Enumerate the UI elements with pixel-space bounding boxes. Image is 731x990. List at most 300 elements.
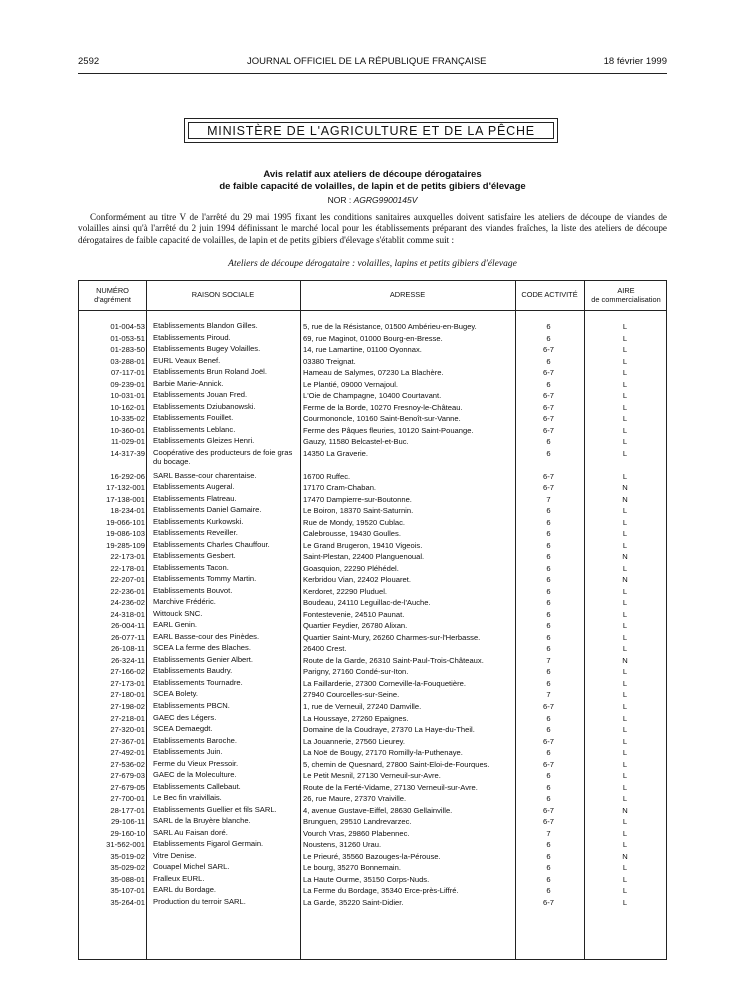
table-row: [78, 448, 667, 471]
numero-cell: 27-198-02: [110, 701, 145, 711]
code-activite-cell: 6: [546, 563, 551, 573]
adresse-cell: 14, rue Lamartine, 01100 Oyonnax.: [303, 345, 422, 355]
numero-cell: 10-162-01: [110, 402, 145, 412]
code-activite-cell: 6: [546, 540, 551, 550]
adresse-cell: Rue de Mondy, 19520 Cublac.: [303, 517, 406, 527]
adresse-cell: Fontestevenie, 24510 Paunat.: [303, 609, 405, 619]
raison-sociale-cell: Etablissements Daniel Gamaire.: [153, 505, 262, 515]
table-row: [78, 770, 667, 782]
adresse-cell: Brunguen, 29510 Landrevarzec.: [303, 817, 412, 827]
aire-cell: L: [622, 748, 628, 758]
numero-cell: 35-088-01: [110, 874, 145, 884]
notice-title-line2: de faible capacité de volailles, de lapin et de petits gibiers d'élevage: [219, 181, 526, 192]
numero-cell: 19-066-101: [106, 517, 145, 527]
adresse-cell: Gauzy, 11580 Belcastel-et-Buc.: [303, 437, 409, 447]
numero-cell: 27-700-01: [110, 794, 145, 804]
code-activite-cell: 6-7: [543, 414, 554, 424]
aire-cell: L: [622, 345, 628, 355]
code-activite-cell: 6: [546, 840, 551, 850]
code-activite-cell: 6: [546, 609, 551, 619]
table-row: [78, 666, 667, 678]
aire-cell: N: [622, 851, 628, 861]
table-row: [78, 805, 667, 817]
table-row: [78, 597, 667, 609]
code-activite-cell: 7: [546, 828, 551, 838]
code-activite-cell: 6-7: [543, 897, 554, 907]
code-activite-cell: 6: [546, 529, 551, 539]
adresse-cell: Saint-Plestan, 22400 Planguenoual.: [303, 552, 425, 562]
header-divider: [79, 310, 666, 311]
code-activite-cell: 6-7: [543, 805, 554, 815]
numero-cell: 26-108-11: [110, 644, 145, 654]
table-row: [78, 828, 667, 840]
numero-cell: 09-239-01: [110, 379, 145, 389]
table-caption: Ateliers de découpe dérogataire : volailles, lapins et petits gibiers d'élevage: [228, 259, 517, 269]
aire-cell: L: [622, 322, 628, 331]
raison-sociale-cell: SARL Au Faisan doré.: [153, 827, 228, 837]
adresse-cell: 5, chemin de Quesnard, 27800 Saint-Eloi-de-Fourques.: [303, 759, 490, 769]
numero-cell: 22-178-01: [110, 563, 145, 573]
aire-cell: L: [622, 886, 628, 896]
numero-cell: 27-492-01: [110, 748, 145, 758]
aire-cell: L: [622, 874, 628, 884]
raison-sociale-cell: Etablissements Reveiller.: [153, 528, 238, 538]
code-activite-cell: 7: [546, 690, 551, 700]
numero-cell: 26-004-11: [110, 621, 145, 631]
code-activite-cell: 6: [546, 667, 551, 677]
raison-sociale-cell: Le Bec fin vraivillais.: [153, 793, 222, 803]
aire-cell: L: [622, 667, 628, 677]
table-body: [78, 321, 667, 908]
aire-cell: L: [622, 356, 628, 366]
adresse-cell: Kerdoret, 22290 Pluduel.: [303, 586, 388, 596]
raison-sociale-cell: EURL Veaux Benef.: [153, 355, 221, 365]
adresse-cell: 1, rue de Verneuil, 27240 Damville.: [303, 701, 422, 711]
table-row: [78, 713, 667, 725]
adresse-cell: 17470 Dampierre-sur-Boutonne.: [303, 494, 412, 504]
code-activite-cell: 7: [546, 494, 551, 504]
table-row: [78, 724, 667, 736]
numero-cell: 35-019-02: [110, 851, 145, 861]
numero-cell: 19-285-109: [106, 540, 145, 550]
header-rule: [78, 73, 667, 74]
aire-cell: L: [622, 690, 628, 700]
nor-label: NOR :: [327, 195, 352, 205]
code-activite-cell: 6: [546, 356, 551, 366]
table-row: [78, 551, 667, 563]
numero-cell: 29-160-10: [110, 828, 145, 838]
header-adresse: ADRESSE: [389, 290, 426, 300]
table-row: [78, 897, 667, 909]
raison-sociale-cell: EARL Genin.: [153, 620, 198, 630]
table-row: [78, 574, 667, 586]
numero-cell: 18-234-01: [110, 506, 145, 516]
code-activite-cell: 6: [546, 506, 551, 516]
raison-sociale-cell: Etablissements Charles Chauffour.: [153, 539, 270, 549]
aire-cell: N: [622, 552, 628, 562]
table-row: [78, 344, 667, 356]
aire-cell: L: [622, 563, 628, 573]
raison-sociale-cell: Etablissements Augeral.: [153, 482, 235, 492]
code-activite-cell: 6: [546, 863, 551, 873]
numero-cell: 27-679-05: [110, 782, 145, 792]
code-activite-cell: 6: [546, 437, 551, 447]
aire-cell: L: [622, 414, 628, 424]
raison-sociale-cell: EARL Basse-cour des Pinèdes.: [153, 631, 260, 641]
ministry-title: MINISTÈRE DE L'AGRICULTURE ET DE LA PÊCHE: [188, 122, 554, 139]
raison-sociale-cell: Etablissements PBCN.: [153, 700, 230, 710]
code-activite-cell: 6-7: [543, 736, 554, 746]
adresse-cell: La Faillarderie, 27300 Corneville-la-Fouquetière.: [303, 678, 466, 688]
raison-sociale-cell: Etablissements Genier Albert.: [153, 654, 254, 664]
adresse-cell: La Haute Ourme, 35150 Corps-Nuds.: [303, 874, 430, 884]
aire-cell: L: [622, 736, 628, 746]
aire-cell: N: [622, 483, 628, 493]
adresse-cell: Quartier Saint-Mury, 26260 Charmes-sur-l'Herbasse.: [303, 632, 481, 642]
table-row: [78, 782, 667, 794]
aire-cell: L: [622, 586, 628, 596]
table-row: [78, 413, 667, 425]
numero-cell: 24-318-01: [110, 609, 145, 619]
table-row: [78, 505, 667, 517]
aire-cell: L: [622, 794, 628, 804]
aire-cell: L: [622, 529, 628, 539]
adresse-cell: La Jouannerie, 27560 Lieurey.: [303, 736, 406, 746]
adresse-cell: 5, rue de la Résistance, 01500 Ambérieu-en-Bugey.: [303, 322, 477, 331]
header-code-activite: CODE ACTIVITÉ: [521, 290, 578, 300]
aire-cell: L: [622, 678, 628, 688]
code-activite-cell: 6-7: [543, 345, 554, 355]
code-activite-cell: 6-7: [543, 817, 554, 827]
adresse-cell: Le bourg, 35270 Bonnemain.: [303, 863, 401, 873]
code-activite-cell: 6: [546, 782, 551, 792]
adresse-cell: Le Petit Mesnil, 27130 Verneuil-sur-Avre.: [303, 771, 441, 781]
aire-cell: N: [622, 805, 628, 815]
numero-cell: 35-029-02: [110, 863, 145, 873]
code-activite-cell: 6: [546, 886, 551, 896]
adresse-cell: 17170 Cram-Chaban.: [303, 483, 377, 493]
raison-sociale-cell: SARL Basse-cour charentaise.: [153, 470, 257, 480]
aire-cell: L: [622, 897, 628, 907]
aire-cell: L: [622, 771, 628, 781]
raison-sociale-cell: Vitre Denise.: [153, 850, 197, 860]
numero-cell: 27-180-01: [110, 690, 145, 700]
raison-sociale-cell: Etablissements Leblanc.: [153, 424, 236, 434]
raison-sociale-cell: Etablissements Tommy Martin.: [153, 574, 257, 584]
aire-cell: L: [622, 828, 628, 838]
table-row: [78, 747, 667, 759]
code-activite-cell: 6: [546, 644, 551, 654]
raison-sociale-cell: Etablissements Tacon.: [153, 562, 229, 572]
raison-sociale-cell: Fralleux EURL.: [153, 873, 205, 883]
table-row: [78, 620, 667, 632]
adresse-cell: Le Prieuré, 35560 Bazouges-la-Pérouse.: [303, 851, 441, 861]
numero-cell: 11-029-01: [110, 437, 145, 447]
table-row: [78, 851, 667, 863]
aire-cell: L: [622, 609, 628, 619]
aire-cell: L: [622, 632, 628, 642]
table-row: [78, 839, 667, 851]
aire-cell: L: [622, 333, 628, 343]
table-row: [78, 494, 667, 506]
aire-cell: L: [622, 517, 628, 527]
numero-cell: 22-207-01: [110, 575, 145, 585]
table-row: [78, 379, 667, 391]
numero-cell: 31-562-001: [106, 840, 145, 850]
raison-sociale-cell: Etablissements Dziubanowski.: [153, 401, 256, 411]
raison-sociale-cell: Etablissements Blandon Gilles.: [153, 321, 258, 330]
table-row: [78, 471, 667, 483]
numero-cell: 17-138-001: [106, 494, 145, 504]
table-row: [78, 586, 667, 598]
code-activite-cell: 6: [546, 575, 551, 585]
numero-cell: 01-053-51: [110, 333, 145, 343]
numero-cell: 27-320-01: [110, 725, 145, 735]
aire-cell: L: [622, 621, 628, 631]
header-aire: AIRE de commercialisation: [591, 286, 661, 304]
numero-cell: 01-004-53: [110, 322, 145, 331]
adresse-cell: Le Plantié, 09000 Vernajoul.: [303, 379, 398, 389]
code-activite-cell: 6: [546, 874, 551, 884]
adresse-cell: 16700 Ruffec.: [303, 471, 351, 481]
adresse-cell: Vourch Vras, 29860 Plabennec.: [303, 828, 410, 838]
adresse-cell: Parigny, 27160 Condé-sur-Iton.: [303, 667, 409, 677]
aire-cell: L: [622, 540, 628, 550]
aire-cell: L: [622, 448, 628, 458]
raison-sociale-cell: Etablissements Juin.: [153, 747, 223, 757]
adresse-cell: Ferme des Pâques fleuries, 10120 Saint-Pouange.: [303, 425, 474, 435]
aire-cell: L: [622, 840, 628, 850]
adresse-cell: Route de la Garde, 26310 Saint-Paul-Trois-Châteaux.: [303, 655, 484, 665]
raison-sociale-cell: Etablissements Gesbert.: [153, 551, 236, 561]
notice-title-line1: Avis relatif aux ateliers de découpe dérogataires: [263, 169, 482, 180]
raison-sociale-cell: Etablissements Baudry.: [153, 666, 233, 676]
aire-cell: L: [622, 598, 628, 608]
table-row: [78, 321, 667, 333]
numero-cell: 27-173-01: [110, 678, 145, 688]
adresse-cell: La Ferme du Bordage, 35340 Erce-près-Liffré.: [303, 886, 459, 896]
table-row: [78, 390, 667, 402]
raison-sociale-cell: Etablissements Baroche.: [153, 735, 237, 745]
code-activite-cell: 6-7: [543, 483, 554, 493]
aire-cell: L: [622, 817, 628, 827]
code-activite-cell: 6: [546, 794, 551, 804]
raison-sociale-cell: Wittouck SNC.: [153, 608, 203, 618]
code-activite-cell: 6: [546, 333, 551, 343]
adresse-cell: La Garde, 35220 Saint-Didier.: [303, 897, 404, 907]
adresse-cell: Courmononcle, 10160 Saint-Benoît-sur-Vanne.: [303, 414, 461, 424]
aire-cell: L: [622, 782, 628, 792]
adresse-cell: 27940 Courcelles-sur-Seine.: [303, 690, 400, 700]
aire-cell: N: [622, 655, 628, 665]
aire-cell: L: [622, 391, 628, 401]
raison-sociale-cell: Etablissements Bugey Volailles.: [153, 344, 261, 354]
aire-cell: L: [622, 713, 628, 723]
aire-cell: L: [622, 863, 628, 873]
aire-cell: L: [622, 437, 628, 447]
numero-cell: 28-177-01: [110, 805, 145, 815]
numero-cell: 10-360-01: [110, 425, 145, 435]
numero-cell: 10-335-02: [110, 414, 145, 424]
code-activite-cell: 6: [546, 632, 551, 642]
table-row: [78, 517, 667, 529]
adresse-cell: Calebrousse, 19430 Goulles.: [303, 529, 401, 539]
table-row: [78, 701, 667, 713]
raison-sociale-cell: Etablissements Figarol Germain.: [153, 839, 264, 849]
table-row: [78, 402, 667, 414]
adresse-cell: La Noë de Bougy, 27170 Romilly-la-Puthenaye.: [303, 748, 463, 758]
raison-sociale-cell: Etablissements Piroud.: [153, 332, 231, 342]
raison-sociale-cell: Etablissements Tournadre.: [153, 677, 243, 687]
numero-cell: 27-218-01: [110, 713, 145, 723]
code-activite-cell: 6: [546, 517, 551, 527]
code-activite-cell: 6: [546, 851, 551, 861]
code-activite-cell: 6: [546, 322, 551, 331]
table-row: [78, 885, 667, 897]
adresse-cell: L'Oie de Champagne, 10400 Courtavant.: [303, 391, 442, 401]
code-activite-cell: 6: [546, 379, 551, 389]
adresse-cell: 4, avenue Gustave-Eiffel, 28630 Gellainville.: [303, 805, 453, 815]
numero-cell: 27-536-02: [110, 759, 145, 769]
table-row: [78, 436, 667, 448]
adresse-cell: Noustens, 31260 Urau.: [303, 840, 382, 850]
header-raison-sociale: RAISON SOCIALE: [191, 290, 255, 300]
numero-cell: 10-031-01: [110, 391, 145, 401]
adresse-cell: Ferme de la Borde, 10270 Fresnoy-le-Château.: [303, 402, 463, 412]
code-activite-cell: 7: [546, 655, 551, 665]
issue-date: 18 février 1999: [603, 56, 667, 67]
numero-cell: 19-086-103: [106, 529, 145, 539]
numero-cell: 14-317-39: [110, 448, 145, 458]
table-row: [78, 632, 667, 644]
table-row: [78, 540, 667, 552]
numero-cell: 22-236-01: [110, 586, 145, 596]
nor-reference: [78, 195, 667, 205]
numero-cell: 26-324-11: [110, 655, 145, 665]
adresse-cell: Quartier Feydier, 26780 Alixan.: [303, 621, 408, 631]
numero-cell: 27-367-01: [110, 736, 145, 746]
aire-cell: L: [622, 701, 628, 711]
aire-cell: L: [622, 759, 628, 769]
code-activite-cell: 6: [546, 771, 551, 781]
adresse-cell: 26400 Crest.: [303, 644, 347, 654]
table-row: [78, 356, 667, 368]
code-activite-cell: 6-7: [543, 701, 554, 711]
raison-sociale-cell: SARL de la Bruyère blanche.: [153, 816, 251, 826]
adresse-cell: 26, rue Maure, 27370 Vraiville.: [303, 794, 407, 804]
table-row: [78, 793, 667, 805]
raison-sociale-cell: Etablissements Guellier et fils SARL.: [153, 804, 277, 814]
aire-cell: L: [622, 725, 628, 735]
numero-cell: 29-106-11: [110, 817, 145, 827]
adresse-cell: Kerbridou Vian, 22402 Plouaret.: [303, 575, 411, 585]
table-row: [78, 874, 667, 886]
code-activite-cell: 6-7: [543, 402, 554, 412]
table-row: [78, 655, 667, 667]
adresse-cell: Boudeau, 24110 Leguillac-de-l'Auche.: [303, 598, 431, 608]
table-row: [78, 643, 667, 655]
code-activite-cell: 6: [546, 621, 551, 631]
adresse-cell: La Houssaye, 27260 Epaignes.: [303, 713, 409, 723]
aire-cell: L: [622, 402, 628, 412]
aire-cell: L: [622, 506, 628, 516]
raison-sociale-cell: Etablissements Bouvot.: [153, 585, 233, 595]
raison-sociale-cell: Etablissements Kurkowski.: [153, 516, 244, 526]
page-number: 2592: [78, 56, 100, 67]
numero-cell: 35-264-01: [110, 897, 145, 907]
aire-cell: N: [622, 494, 628, 504]
raison-sociale-cell: Couapel Michel SARL.: [153, 862, 230, 872]
adresse-cell: Le Grand Brugeron, 19410 Vigeois.: [303, 540, 423, 550]
aire-cell: L: [622, 471, 628, 481]
raison-sociale-cell: Etablissements Fouillet.: [153, 413, 234, 423]
raison-sociale-cell: Etablissements Brun Roland Joël.: [153, 367, 267, 377]
ministry-box: [184, 118, 558, 143]
adresse-cell: Hameau de Salymes, 07230 La Blachère.: [303, 368, 444, 378]
code-activite-cell: 6-7: [543, 759, 554, 769]
table-row: [78, 528, 667, 540]
raison-sociale-cell: Etablissements Callebaut.: [153, 781, 241, 791]
numero-cell: 27-166-02: [110, 667, 145, 677]
journal-title: JOURNAL OFFICIEL DE LA RÉPUBLIQUE FRANÇAISE: [247, 56, 487, 67]
code-activite-cell: 6: [546, 725, 551, 735]
numero-cell: 24-236-02: [110, 598, 145, 608]
code-activite-cell: 6: [546, 678, 551, 688]
numero-cell: 07-117-01: [110, 368, 145, 378]
table-row: [78, 736, 667, 748]
code-activite-cell: 6-7: [543, 425, 554, 435]
table-row: [78, 563, 667, 575]
code-activite-cell: 6-7: [543, 391, 554, 401]
adresse-cell: Le Boiron, 18370 Saint-Saturnin.: [303, 506, 414, 516]
code-activite-cell: 6: [546, 552, 551, 562]
adresse-cell: 69, rue Maginot, 01000 Bourg-en-Bresse.: [303, 333, 443, 343]
raison-sociale-cell: GAEC des Légers.: [153, 712, 217, 722]
numero-cell: 17-132-001: [106, 483, 145, 493]
raison-sociale-cell: GAEC de la Moleculture.: [153, 770, 237, 780]
table-row: [78, 678, 667, 690]
table-row: [78, 609, 667, 621]
intro-paragraph: Conformément au titre V de l'arrêté du 29 mai 1995 fixant les conditions sanitaires auxquelles doivent satisfaire les ateliers de découpe de viandes de volailles ainsi qu'à l'arrêté du 2 juin 1994 définissant le marché local pour les établissements préparant des viandes fraîches, la liste des ateliers de découpe dérogataires de faible capacité de volailles, de lapin et de petits gibiers d'élevage s'établit comme suit :: [78, 212, 667, 245]
aire-cell: L: [622, 368, 628, 378]
page-header: [78, 56, 667, 70]
raison-sociale-cell: Etablissements Flatreau.: [153, 493, 237, 503]
raison-sociale-cell: SCEA La ferme des Blaches.: [153, 643, 251, 653]
code-activite-cell: 6-7: [543, 471, 554, 481]
code-activite-cell: 6-7: [543, 368, 554, 378]
raison-sociale-cell: Barbie Marie-Annick.: [153, 378, 224, 388]
raison-sociale-cell: Etablissements Jouan Fred.: [153, 390, 248, 400]
raison-sociale-cell: Ferme du Vieux Pressoir.: [153, 758, 239, 768]
raison-sociale-cell: Production du terroir SARL.: [153, 896, 246, 906]
numero-cell: 27-679-03: [110, 771, 145, 781]
table-row: [78, 367, 667, 379]
raison-sociale-cell: Etablissements Gleizes Henri.: [153, 436, 255, 446]
table-row: [78, 482, 667, 494]
table-row: [78, 333, 667, 345]
table-row: [78, 816, 667, 828]
numero-cell: 01-283-50: [110, 345, 145, 355]
adresse-cell: Domaine de la Coudraye, 27370 La Haye-du-Theil.: [303, 725, 475, 735]
aire-cell: N: [622, 575, 628, 585]
raison-sociale-cell: SCEA Bolety.: [153, 689, 199, 699]
table-row: [78, 425, 667, 437]
code-activite-cell: 6: [546, 713, 551, 723]
adresse-cell: 14350 La Graverie.: [303, 448, 369, 458]
code-activite-cell: 6: [546, 448, 551, 458]
aire-cell: L: [622, 425, 628, 435]
raison-sociale-cell: Marchive Frédéric.: [153, 597, 216, 607]
